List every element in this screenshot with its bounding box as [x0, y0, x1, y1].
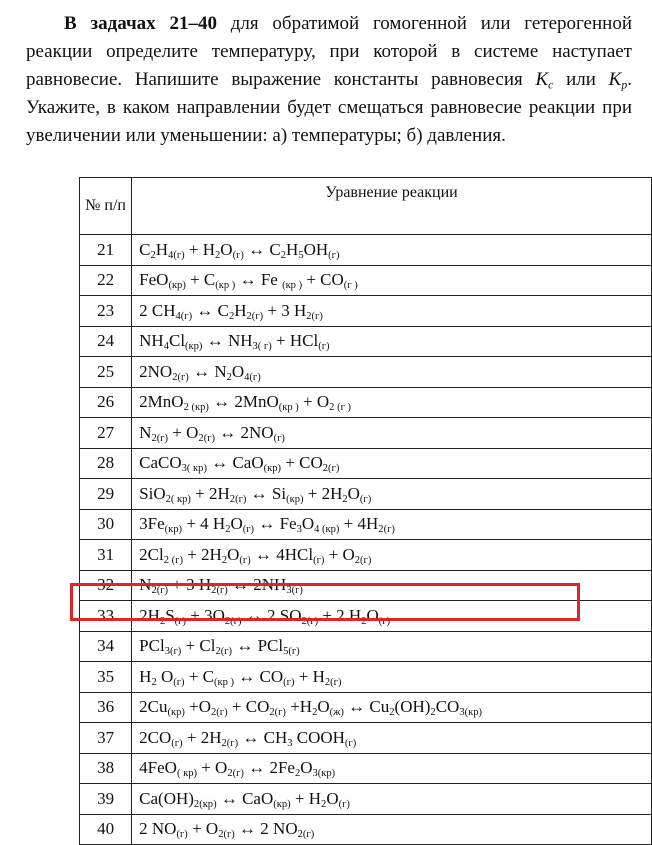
intro-text-c: . Укажите, в каком направлении будет смещаться равновесие реакции при увеличении или уменьшении: а) температуры; б) давления. [26, 69, 632, 146]
header-equation: Уравнение реакции [132, 178, 652, 235]
intro-text-b: или [553, 69, 609, 90]
reaction-equation: 2 $NO_{(г)} + O_{2(г)}$ ↔ 2 $NO_{2(г)}$ [132, 814, 652, 845]
kp-symbol: $K_p$ [608, 69, 628, 92]
task-intro [26, 10, 632, 150]
table-row [80, 296, 652, 327]
row-number: 21 [80, 235, 132, 266]
intro-paragraph [26, 10, 632, 150]
reaction-equation: $SiO_{2( кр)} + 2H_{2(г)}$ ↔ $Si_{(кр)} + 2H_2O_{(г)}$ [132, 479, 652, 510]
table-row [80, 448, 652, 479]
table-row [80, 723, 652, 754]
row-number: 39 [80, 784, 132, 815]
table-row [80, 235, 652, 266]
table-row [80, 662, 652, 693]
table-row [80, 387, 652, 418]
reaction-equation: $C_2H_{4(г)} + H_2O_{(г)}$ ↔ $C_2H_5OH_{(г)}$ [132, 235, 652, 266]
table-row [80, 631, 652, 662]
row-number: 35 [80, 662, 132, 693]
row-number: 26 [80, 387, 132, 418]
table-row [80, 326, 652, 357]
row-number: 24 [80, 326, 132, 357]
row-number: 36 [80, 692, 132, 723]
row-number: 37 [80, 723, 132, 754]
intro-bold: В задачах 21–40 [64, 13, 217, 34]
reaction-equation: $2H_2S_{(г)} + 3O_{2(г)}$ ↔ 2 $SO_{2(г)} + 2$ $H_2O_{(г)}$ [132, 601, 652, 632]
reaction-equation: $FeO_{(кр)} + C_{(кр )}$ ↔ Fe $_{(кр )} + CO_{(г )}$ [132, 265, 652, 296]
reaction-equation: $2NO_{2(г)}$ ↔ $N_2O_{4(г)}$ [132, 357, 652, 388]
table-row [80, 265, 652, 296]
table-row [80, 753, 652, 784]
row-number: 29 [80, 479, 132, 510]
row-number: 28 [80, 448, 132, 479]
row-number: 33 [80, 601, 132, 632]
row-number: 31 [80, 540, 132, 571]
kc-symbol: $K_c$ [535, 69, 554, 92]
table-row [80, 814, 652, 845]
reaction-equation: $2Cu_{(кр)} +O_{2(г)} + CO_{2(г)} +H_2O_{(ж)}$ ↔ $Cu_2(OH)_2CO_{3(кр)}$ [132, 692, 652, 723]
reaction-equation: $Ca(OH)_{2(кр)}$ ↔ $CaO_{(кр)} + H_2O_{(г)}$ [132, 784, 652, 815]
table-row [80, 509, 652, 540]
reaction-equation: CaCO$_{3( кр)}$ ↔ $CaO_{(кр)} + CO_{2(г)}$ [132, 448, 652, 479]
reaction-equation: $2CO_{(г)} + 2H_{2(г)}$ ↔ $CH_3$ $COOH_{(г)}$ [132, 723, 652, 754]
row-number: 38 [80, 753, 132, 784]
row-number: 23 [80, 296, 132, 327]
row-number: 32 [80, 570, 132, 601]
reaction-equation: $NH_4Cl_{(кр)}$ ↔ $NH_{3( г)} + HCl_{(г)}$ [132, 326, 652, 357]
table-row [80, 692, 652, 723]
row-number: 27 [80, 418, 132, 449]
table-row [80, 357, 652, 388]
reaction-equation: $PCl_{3(г)} + Cl_{2(г)}$ ↔ PCl$_{5(г)}$ [132, 631, 652, 662]
reaction-equation: $N_{2(г)} + 3$ $H_{2(г)}$ ↔ $2NH_{3(г)}$ [132, 570, 652, 601]
reaction-equation: $N_{2(г)} + O_{2(г)}$ ↔ $2NO_{(г)}$ [132, 418, 652, 449]
reaction-equation: $4FeO_{( кр)} + O_{2(г)}$ ↔ $2Fe_2O_{3(кр)}$ [132, 753, 652, 784]
row-number: 34 [80, 631, 132, 662]
row-number: 22 [80, 265, 132, 296]
table-row [80, 540, 652, 571]
reaction-equation: 2 $CH_{4(г)}$ ↔ $C_2H_{2(г)} + 3$ $H_{2(г)}$ [132, 296, 652, 327]
table-row [80, 784, 652, 815]
table-row [80, 479, 652, 510]
intro-text-a: для обратимой гомогенной или гетерогенной реакции определите температуру, при которой в системе наступает равновесие. Напишите выражение константы равновесия [26, 13, 632, 90]
table-row [80, 601, 652, 632]
reaction-equation: $3Fe_{(кр)} + 4$ $H_2O_{(г)}$ ↔ $Fe_3O_{4 (кр)} + 4H_{2(г)}$ [132, 509, 652, 540]
reactions-table [79, 177, 652, 845]
row-number: 25 [80, 357, 132, 388]
table-row [80, 570, 652, 601]
row-number: 40 [80, 814, 132, 845]
header-number: № п/п [80, 178, 132, 235]
reaction-equation: $H_2$ $O_{(г)} + C_{(кр )}$ ↔ $CO_{(г)} + H_{2(г)}$ [132, 662, 652, 693]
reaction-equation: $2Cl_{2 (г)} + 2H_2O_{(г)}$ ↔ $4HCl_{(г)} + O_{2(г)}$ [132, 540, 652, 571]
row-number: 30 [80, 509, 132, 540]
reaction-equation: 2MnO$_{2 (кр)}$ ↔ $2MnO_{(кр )} + O_{2 (г )}$ [132, 387, 652, 418]
table-header-row [80, 178, 652, 235]
table-body [80, 235, 652, 845]
table-row [80, 418, 652, 449]
